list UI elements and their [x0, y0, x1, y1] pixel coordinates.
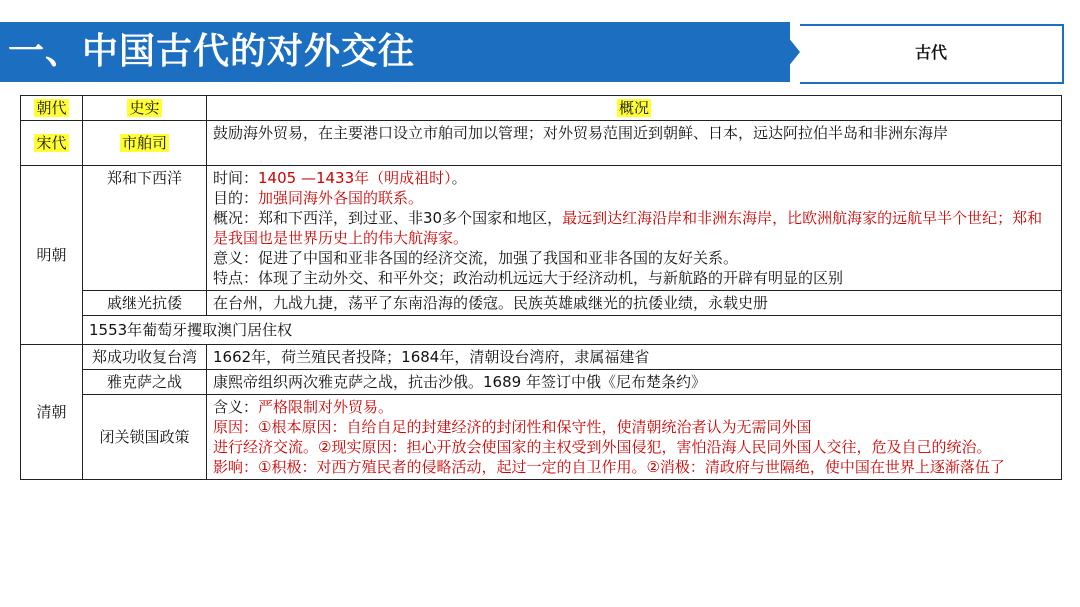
overview-zhengchenggong: 1662年，荷兰殖民者投降；1684年，清朝设台湾府，隶属福建省: [207, 345, 1062, 370]
table-row: [21, 166, 1062, 291]
header-dynasty: 朝代: [21, 96, 83, 121]
table-row: [21, 345, 1062, 370]
history-table: [20, 95, 1062, 480]
overview-zhenghe: 时间：1405 —1433年（明成祖时）。 目的：加强同海外各国的联系。 概况：郑和下西洋，到过亚、非30多个国家和地区，最远到达红海沿岸和非洲东海岸，比欧洲航海家的远航早半个世纪；郑和是我国也是世界历史上的伟大航海家。 意义：促进了中国和亚非各国的经济交流，加强了我国和亚非各国的友好关系。 特点：体现了主动外交、和平外交；政治动机远远大于经济动机，与新航路的开辟有明显的区别: [207, 166, 1062, 291]
era-tag: 古代: [914, 43, 947, 62]
event-yakesa: 雅克萨之战: [83, 370, 207, 395]
header-event: 史实: [83, 96, 207, 121]
table-row: [21, 370, 1062, 395]
header-overview: 概况: [207, 96, 1062, 121]
overview-closed-door: 含义：严格限制对外贸易。 原因：①根本原因：自给自足的封建经济的封闭性和保守性，使清朝统治者认为无需同外国 进行经济交流。②现实原因：担心开放会使国家的主权受到外国侵犯，害怕沿海人民同外国人交往，危及自己的统治。 影响：①积极：对西方殖民者的侵略活动，起过一定的自卫作用。②消极：清政府与世隔绝，使中国在世界上逐渐落伍了: [207, 395, 1062, 480]
event-zhenghe: 郑和下西洋: [83, 166, 207, 291]
event-closed-door: 闭关锁国政策: [83, 395, 207, 480]
table-row: [21, 291, 1062, 316]
event-zhengchenggong: 郑成功收复台湾: [83, 345, 207, 370]
page-title: 一、中国古代的对外交往: [8, 31, 416, 72]
overview-yakesa: 康熙帝组织两次雅克萨之战，抗击沙俄。1689 年签订中俄《尼布楚条约》: [207, 370, 1062, 395]
dynasty-ming: 明朝: [21, 166, 83, 345]
table-row: [21, 395, 1062, 480]
header-row: [21, 96, 1062, 121]
chevron-decoration-icon: [760, 22, 800, 82]
overview-qijiguang: 在台州，九战九捷，荡平了东南沿海的倭寇。民族英雄戚继光的抗倭业绩，永载史册: [207, 291, 1062, 316]
table-row: [21, 316, 1062, 345]
dynasty-song: 宋代: [21, 121, 83, 166]
event-shibosi: 市舶司: [83, 121, 207, 166]
title-banner: [0, 22, 790, 82]
table-row: [21, 121, 1062, 166]
event-qijiguang: 戚继光抗倭: [83, 291, 207, 316]
macau-note: 1553年葡萄牙攫取澳门居住权: [83, 316, 1062, 345]
era-tag-box: [800, 24, 1064, 84]
dynasty-qing: 清朝: [21, 345, 83, 480]
overview-shibosi: 鼓励海外贸易，在主要港口设立市舶司加以管理；对外贸易范围近到朝鲜、日本，远达阿拉伯半岛和非洲东海岸: [207, 121, 1062, 166]
